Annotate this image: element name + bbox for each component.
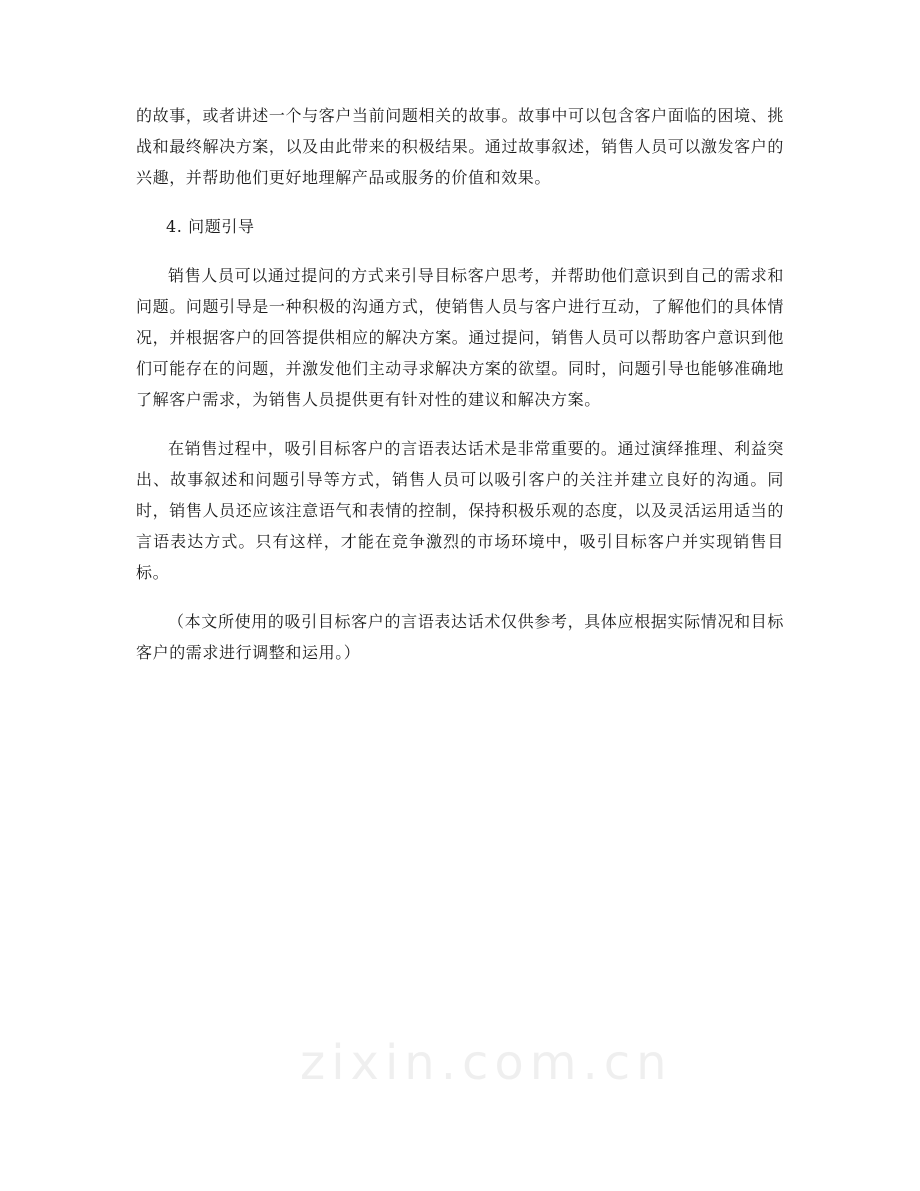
document-page [136,100,784,686]
paragraph-disclaimer: （本文所使用的吸引目标客户的言语表达话术仅供参考，具体应根据实际情况和目标客户的需求进行调整和运用。） [136,612,784,662]
watermark: zixin.com.cn [300,1035,673,1091]
section-heading-question-guidance: 4. 问题引导 [166,217,255,236]
paragraph-conclusion: 在销售过程中，吸引目标客户的言语表达话术是非常重要的。通过演绎推理、利益突出、故事叙述和问题引导等方式，销售人员可以吸引客户的关注并建立良好的沟通。同时，销售人员还应该注意语气和表情的控制，保持积极乐观的态度，以及灵活运用适当的言语表达方式。只有这样，才能在竞争激烈的市场环境中，吸引目标客户并实现销售目标。 [136,439,784,582]
paragraph-story-continuation: 的故事，或者讲述一个与客户当前问题相关的故事。故事中可以包含客户面临的困境、挑战和最终解决方案，以及由此带来的积极结果。通过故事叙述，销售人员可以激发客户的兴趣，并帮助他们更好地理解产品或服务的价值和效果。 [136,106,784,187]
paragraph-question-guidance: 销售人员可以通过提问的方式来引导目标客户思考，并帮助他们意识到自己的需求和问题。问题引导是一种积极的沟通方式，使销售人员与客户进行互动，了解他们的具体情况，并根据客户的回答提供相应的解决方案。通过提问，销售人员可以帮助客户意识到他们可能存在的问题，并激发他们主动寻求解决方案的欲望。同时，问题引导也能够准确地了解客户需求，为销售人员提供更有针对性的建议和解决方案。 [136,266,784,409]
